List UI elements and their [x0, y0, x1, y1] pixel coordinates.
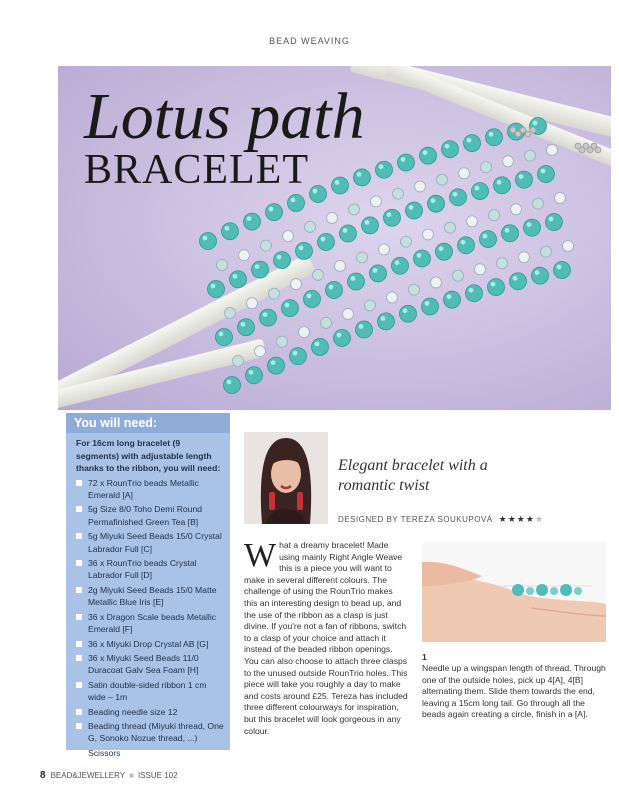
- designer-portrait: [244, 432, 328, 524]
- material-item: 36 x Dragon Scale beads Metallic Emerald [F]: [76, 611, 224, 636]
- material-item: Satin double-sided ribbon 1 cm wide – 1m: [76, 679, 224, 704]
- step-text: Needle up a wingspan length of thread. Through one of the outside holes, pick up 4[A], 4[B] alternating them. Slide them towards the end, leaving a 15cm long tail. Go through all the beads again creating a circle, finish in a [A].: [422, 663, 606, 720]
- material-item: 5g Size 8/0 Toho Demi Round Permafinished Green Tea [B]: [76, 503, 224, 528]
- page-number: 8: [40, 770, 46, 781]
- footer-separator: ■: [129, 771, 134, 780]
- material-item: 2g Miyuki Seed Beads 15/0 Matte Metallic Blue Iris [E]: [76, 584, 224, 609]
- materials-intro: For 16cm long bracelet (9 segments) with adjustable length thanks to the ribbon, you will need:: [76, 438, 221, 474]
- stars-filled: ★★★★: [498, 514, 535, 524]
- materials-list: [66, 477, 230, 760]
- step-1-photo: [422, 542, 606, 642]
- material-item: 72 x RounTrio beads Metallic Emerald [A]: [76, 477, 224, 502]
- difficulty-stars: [499, 514, 544, 524]
- magazine-name: BEAD&JEWELLERY: [50, 771, 126, 780]
- issue-number: ISSUE 102: [137, 771, 178, 780]
- material-item: 36 x Miyuki Drop Crystal AB [G]: [76, 638, 224, 650]
- material-item: Scissors: [76, 747, 224, 759]
- materials-panel: [66, 413, 230, 758]
- intro-paragraph: [244, 537, 408, 737]
- footer: [40, 770, 178, 781]
- materials-heading: You will need:: [66, 413, 230, 433]
- tagline: Elegant bracelet with a romantic twist: [338, 457, 488, 494]
- material-item: Beading thread (Miyuki thread, One G, Sonoko Nozue thread, ...): [76, 720, 224, 745]
- designer-credit: [338, 514, 544, 525]
- intro-text: hat a dreamy bracelet! Made using mainly Right Angle Weave this is a piece you will want to make in several different colours. The challenge of using the RounTrio makes this an interesting design to bead up, and the use of the ribbon as a clasp is just divine. If you're not a fan of ribbons, switch to a clasp of your choice and attach it instead of the beaded ribbon openings. You can also choose to attach three clasps to the unused outside RounTrio holes. This piece will take you roughly a day to make and costs around £25. Tereza has included three different colourways for inspiration, but this bracelet will look gorgeous in any colour.: [244, 540, 408, 736]
- material-item: 5g Miyuki Seed Beads 15/0 Crystal Labrador Full [C]: [76, 530, 224, 555]
- drop-cap: W: [244, 537, 277, 574]
- material-item: Beading needle size 12: [76, 706, 224, 718]
- stars-empty: ★: [534, 514, 544, 524]
- article-title: Lotus path: [84, 80, 365, 153]
- designer-label: DESIGNED BY TEREZA SOUKUPOVÁ: [338, 515, 493, 524]
- section-label: BEAD WEAVING: [269, 36, 350, 46]
- step-number: 1: [422, 652, 427, 662]
- material-item: 36 x Miyuki Seed Beads 11/0 Duracoat Galv Sea Foam [H]: [76, 652, 224, 677]
- material-item: 36 x RounTrio beads Crystal Labrador Full [D]: [76, 557, 224, 582]
- article-subtitle: BRACELET: [84, 147, 309, 193]
